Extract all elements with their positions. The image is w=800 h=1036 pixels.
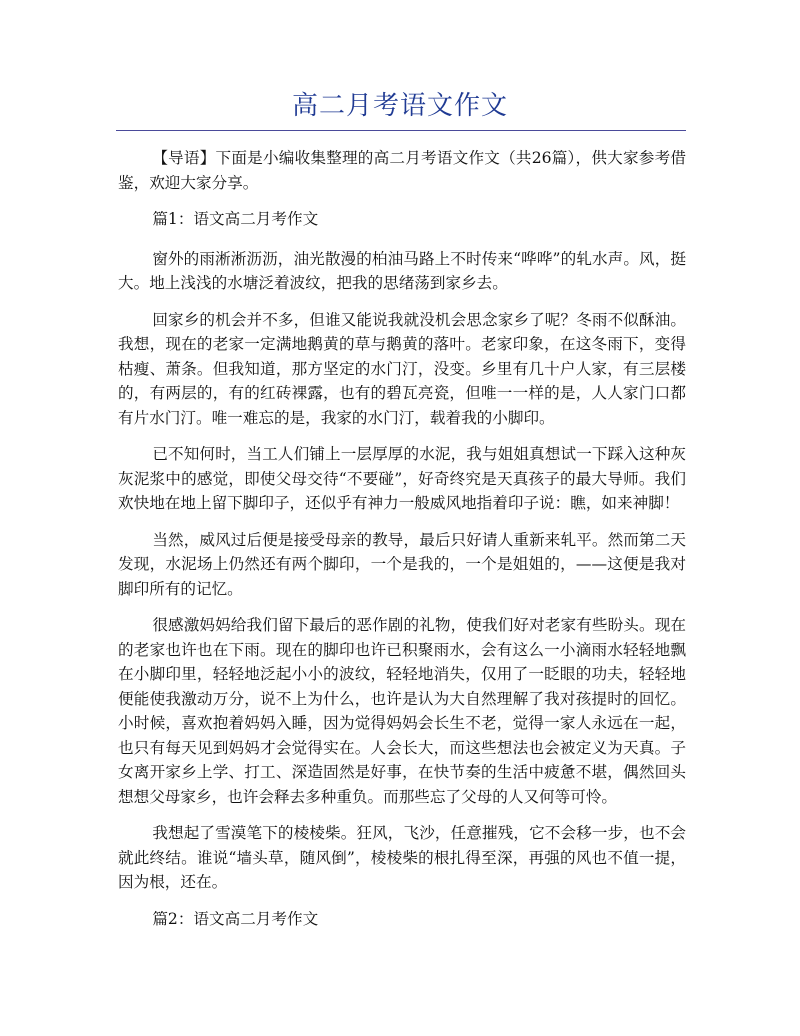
document-title: 高二月考语文作文 xyxy=(291,91,508,121)
body-paragraph: 已不知何时，当工人们铺上一层厚厚的水泥，我与姐姐真想试一下踩入这种灰灰泥浆中的感觉，即使父母交待“不要碰”，好奇终究是天真孩子的最大导师。我们欢快地在地上留下脚印子，还似乎有神力一般威风地指着印子说：瞧，如来神脚！ xyxy=(118,445,686,512)
section-heading-2: 篇2：语文高二月考作文 xyxy=(152,909,319,928)
intro-paragraph: 【导语】下面是小编收集整理的高二月考语文作文（共26篇），供大家参考借鉴，欢迎大家分享。 xyxy=(118,149,686,192)
body-paragraph: 回家乡的机会并不多，但谁又能说我就没机会思念家乡了呢？冬雨不似酥油。我想，现在的老家一定满地鹅黄的草与鹅黄的落叶。老家印象，在这冬雨下，变得枯瘦、萧条。但我知道，那方坚定的水门汀，没变。乡里有几十户人家，有三层楼的，有两层的，有的红砖裸露，也有的碧瓦亮瓷，但唯一一样的是，人人家门口都有片水门汀。唯一难忘的是，我家的水门汀，载着我的小脚印。 xyxy=(118,310,686,427)
body-paragraph: 当然，威风过后便是接受母亲的教导，最后只好请人重新来轧平。然而第二天发现，水泥场上仍然还有两个脚印，一个是我的，一个是姐姐的，——这便是我对脚印所有的记忆。 xyxy=(118,530,686,598)
title-divider xyxy=(116,130,686,131)
body-paragraph: 很感激妈妈给我们留下最后的恶作剧的礼物，使我们好对老家有些盼头。现在的老家也许也在下雨。现在的脚印也许已积聚雨水，会有这么一小滴雨水轻轻地飘在小脚印里，轻轻地泛起小小的波纹，轻轻地消失，仅用了一眨眼的功夫，轻轻地便能使我激动万分，说不上为什么，也许是认为大自然理解了我对孩提时的回忆。小时候，喜欢抱着妈妈入睡，因为觉得妈妈会长生不老，觉得一家人永远在一起，也只有每天见到妈妈才会觉得实在。人会长大，而这些想法也会被定义为天真。子女离开家乡上学、打工、深造固然是好事，在快节奏的生活中疲惫不堪，偶然回头想想父母家乡，也许会释去多种重负。而那些忘了父母的人又何等可怜。 xyxy=(118,616,686,806)
body-paragraph: 我想起了雪漠笔下的棱棱柴。狂风，飞沙，任意摧残，它不会移一步，也不会就此终结。谁说“墙头草，随风倒”，棱棱柴的根扎得至深，再强的风也不值一提，因为根，还在。 xyxy=(118,824,686,891)
section-heading-1: 篇1：语文高二月考作文 xyxy=(152,210,319,228)
body-paragraph: 窗外的雨淅淅沥沥，油光散漫的柏油马路上不时传来“哗哗”的轧水声。风，挺大。地上浅浅的水塘泛着波纹，把我的思绪荡到家乡去。 xyxy=(118,249,686,292)
document-body xyxy=(118,146,686,946)
